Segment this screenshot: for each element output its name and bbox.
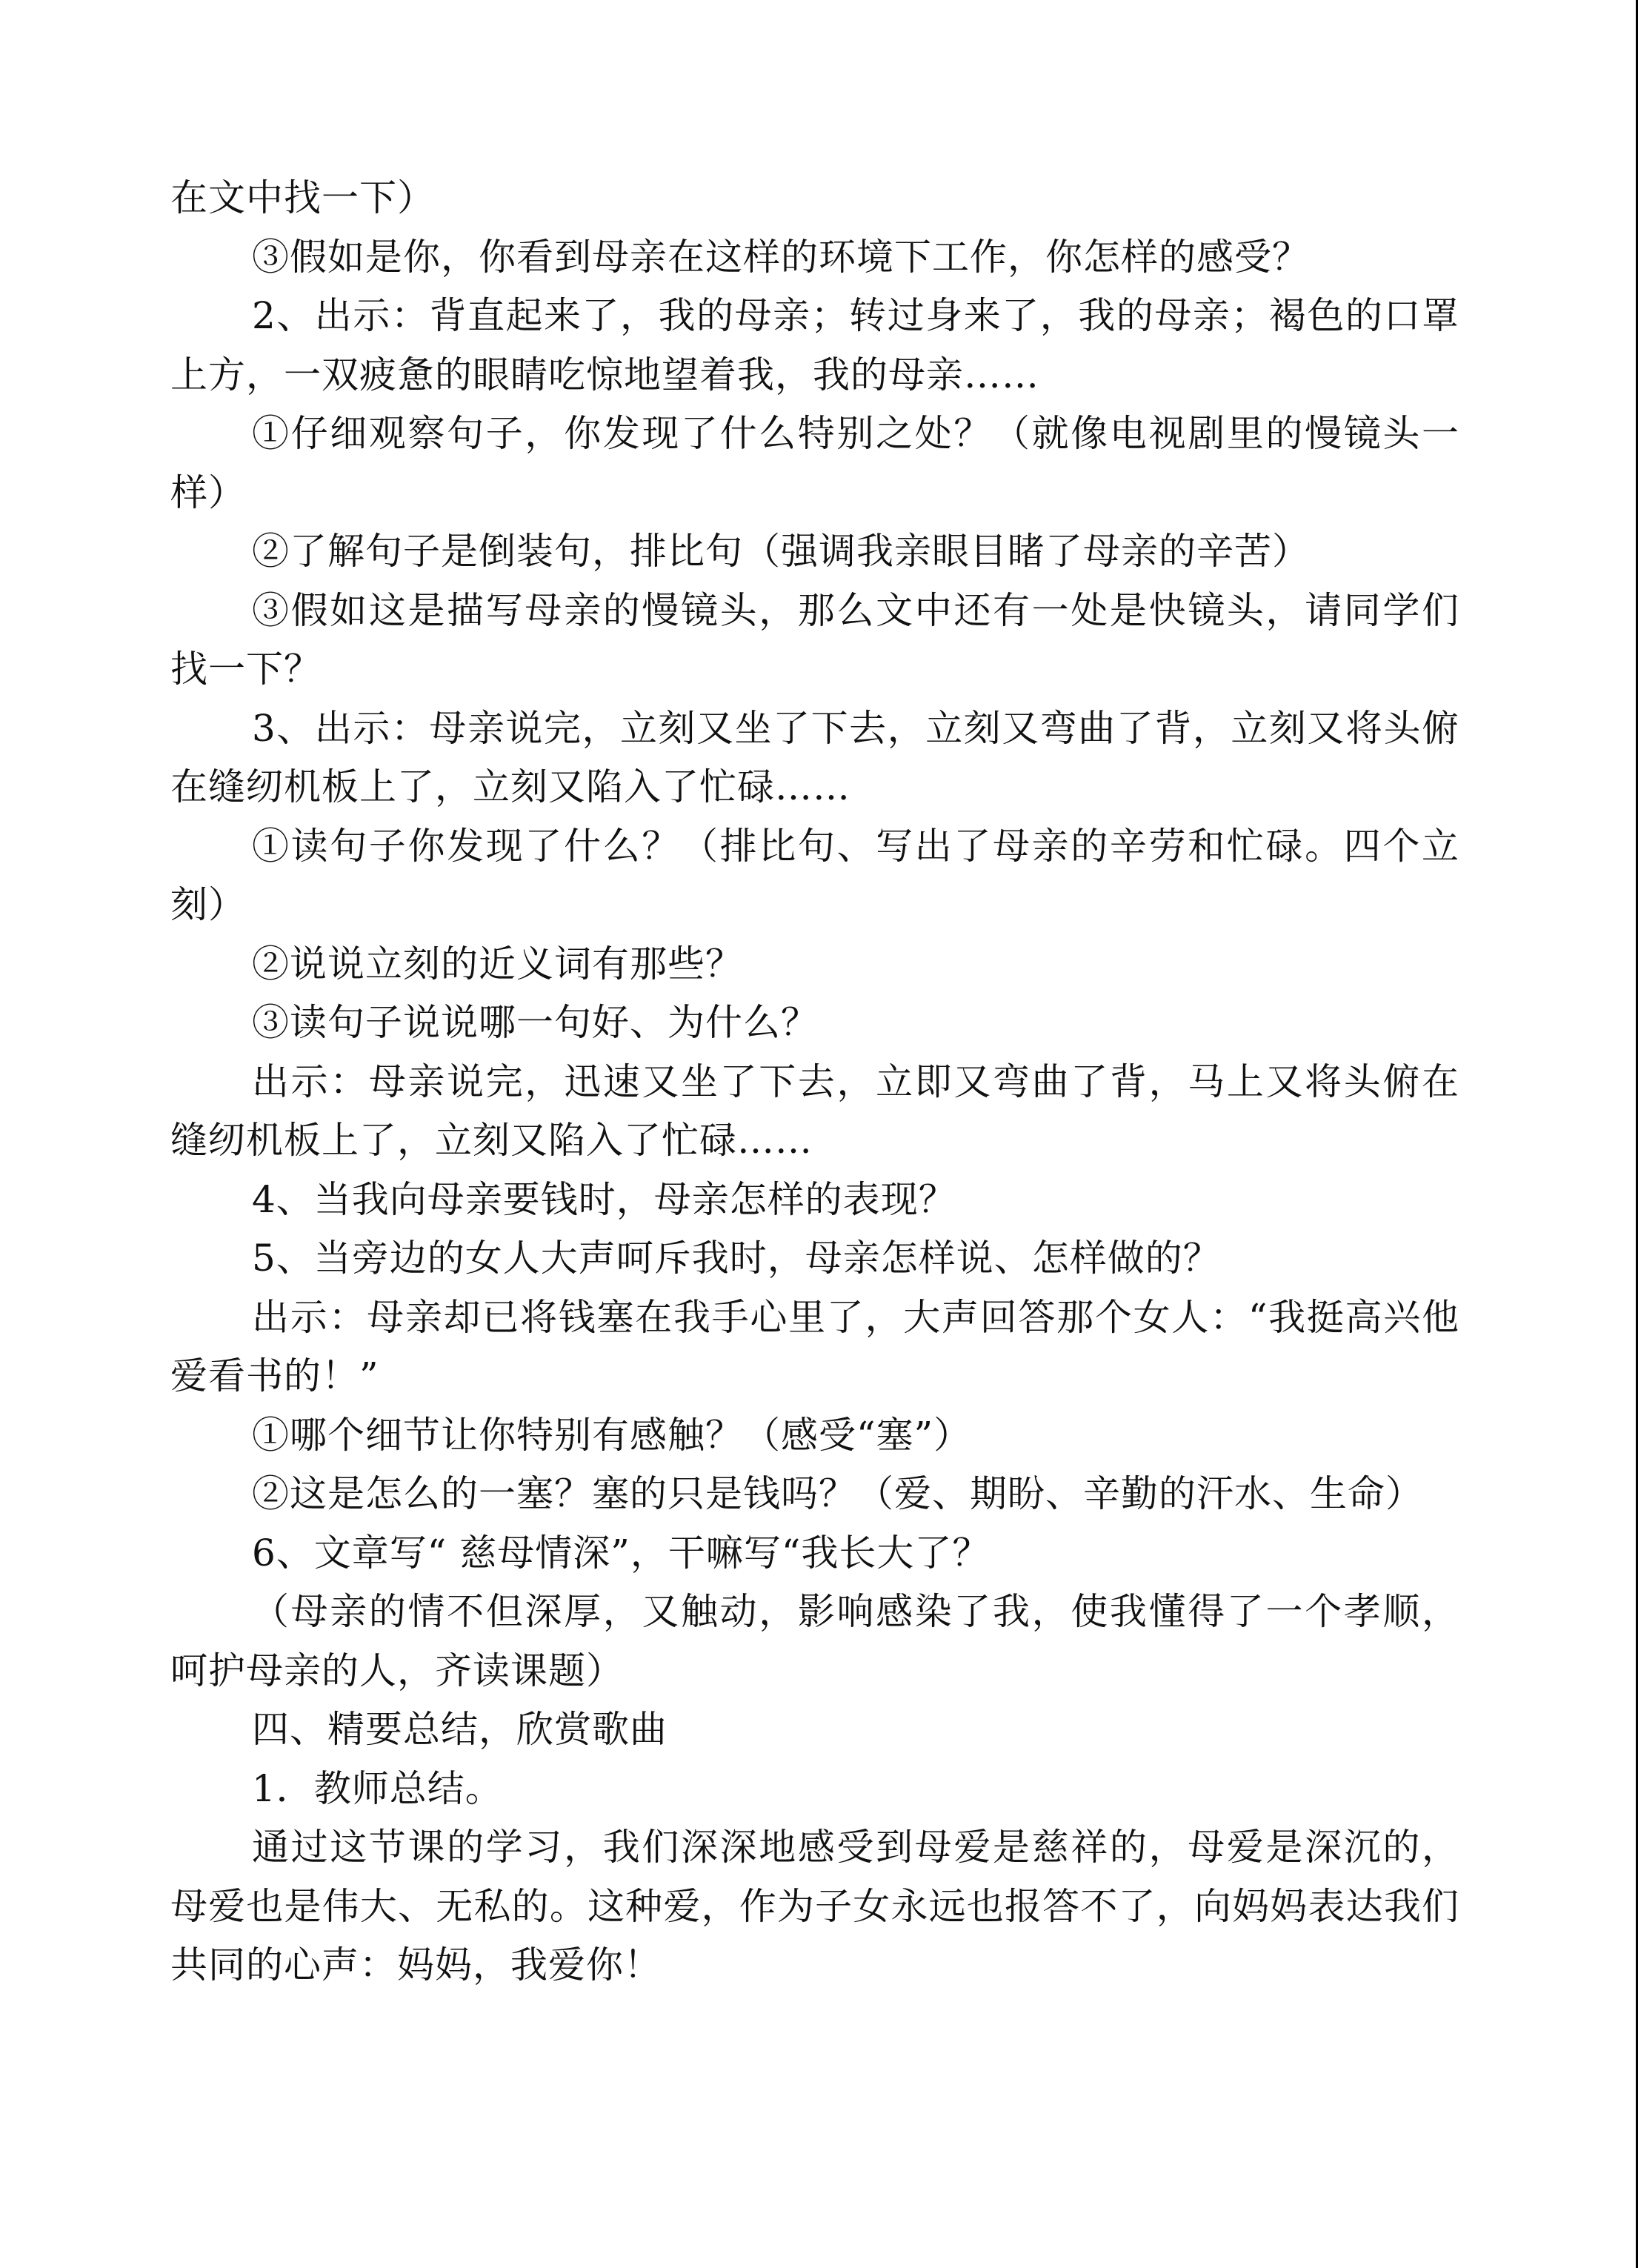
paragraph-16: ②这是怎么的一塞？塞的只是钱吗？（爱、期盼、辛勤的汗水、生命） [252,1472,1423,1515]
paragraph-2: ③假如是你，你看到母亲在这样的环境下工作，你怎样的感受？ [252,235,1310,279]
paragraph-13: 5、当旁边的女人大声呵斥我时，母亲怎样说、怎样做的？ [252,1237,1221,1280]
paragraph-7: 3、出示：母亲说完，立刻又坐了下去，立刻又弯曲了背，立刻又将头俯在缝纫机板上了，立刻又陷入了忙碌…… [170,706,1459,808]
paragraph-8: ①读句子你发现了什么？（排比句、写出了母亲的辛劳和忙碌。四个立刻） [170,824,1459,926]
paragraph-21: 通过这节课的学习，我们深深地感受到母爱是慈祥的，母爱是深沉的，母爱也是伟大、无私的。这种爱，作为子女永远也报答不了，向妈妈表达我们共同的心声：妈妈，我爱你！ [170,1826,1459,1986]
paragraph-4: ①仔细观察句子，你发现了什么特别之处？（就像电视剧里的慢镜头一样） [170,412,1459,514]
paragraph-10: ③读句子说说哪一句好、为什么？ [252,1001,819,1044]
paragraph-3: 2、出示：背直起来了，我的母亲；转过身来了，我的母亲；褐色的口罩上方，一双疲惫的眼睛吃惊地望着我，我的母亲…… [170,294,1459,396]
paragraph-5: ②了解句子是倒装句，排比句（强调我亲眼目睹了母亲的辛苦） [252,530,1310,573]
paragraph-15: ①哪个细节让你特别有感触？（感受“塞”） [252,1413,972,1457]
paragraph-18: （母亲的情不但深厚，又触动，影响感染了我，使我懂得了一个孝顺，呵护母亲的人，齐读课题） [170,1590,1459,1692]
paragraph-14: 出示：母亲却已将钱塞在我手心里了，大声回答那个女人：“我挺高兴他爱看书的！” [170,1295,1459,1397]
paragraph-12: 4、当我向母亲要钱时，母亲怎样的表现？ [252,1177,956,1221]
paragraph-17: 6、文章写“ 慈母情深”，干嘛写“我长大了？ [252,1531,991,1574]
document-body [170,169,1459,1995]
paragraph-20: 1．教师总结。 [252,1766,503,1810]
paragraph-9: ②说说立刻的近义词有那些？ [252,942,743,985]
paragraph-6: ③假如这是描写母亲的慢镜头，那么文中还有一处是快镜头，请同学们找一下？ [170,588,1459,691]
paragraph-19: 四、精要总结，欣赏歌曲 [252,1708,667,1751]
paragraph-11: 出示：母亲说完，迅速又坐了下去，立即又弯曲了背，马上又将头俯在缝纫机板上了，立刻又陷入了忙碌…… [170,1060,1459,1162]
paragraph-1: 在文中找一下） [170,176,435,219]
